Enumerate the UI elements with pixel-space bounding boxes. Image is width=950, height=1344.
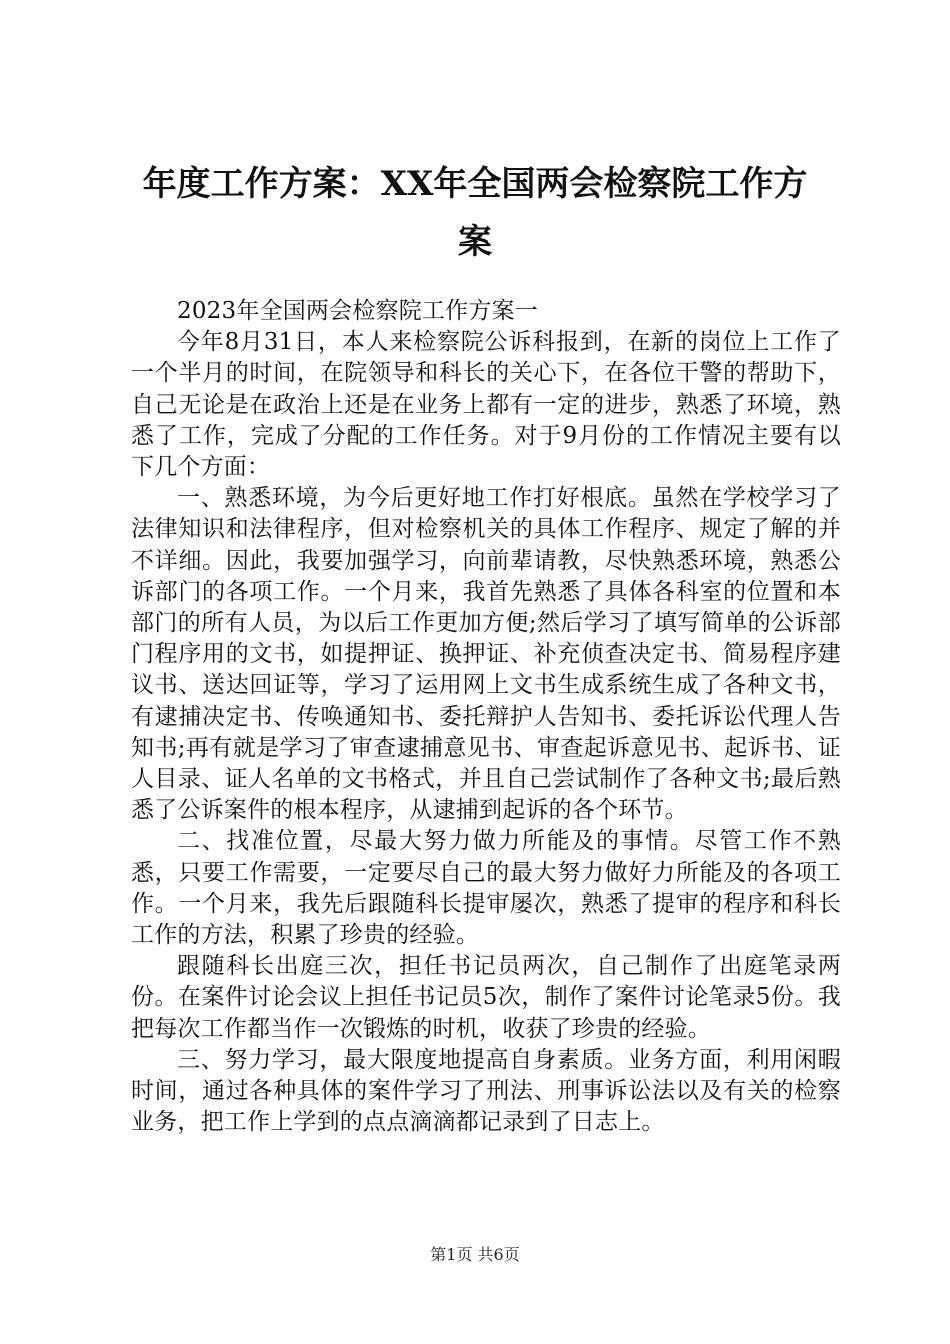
page-footer: 第1页 共6页	[430, 1245, 520, 1264]
document-body	[131, 296, 841, 1138]
paragraph-section-2-cont: 跟随科长出庭三次，担任书记员两次，自己制作了出庭笔录两份。在案件讨论会议上担任书记员5次，制作了案件讨论笔录5份。我把每次工作都当作一次锻炼的时机，收获了珍贵的经验。	[131, 953, 841, 1042]
paragraph-section-3: 三、努力学习，最大限度地提高自身素质。业务方面，利用闲暇时间，通过各种具体的案件学习了刑法、刑事诉讼法以及有关的检察业务，把工作上学到的点点滴滴都记录到了日志上。	[131, 1046, 841, 1136]
document-title-line-1: 年度工作方案：XX年全国两会检察院工作方	[142, 164, 808, 204]
paragraph-intro: 今年8月31日，本人来检察院公诉科报到，在新的岗位上工作了一个半月的时间，在院领导和科长的关心下，在各位干警的帮助下，自己无论是在政治上还是在业务上都有一定的进步，熟悉了环境，熟悉了工作，完成了分配的工作任务。对于9月份的工作情况主要有以下几个方面：	[131, 329, 841, 481]
paragraph-section-2: 二、找准位置，尽最大努力做力所能及的事情。尽管工作不熟悉，只要工作需要，一定要尽自己的最大努力做好力所能及的各项工作。一个月来，我先后跟随科长提审屡次，熟悉了提审的程序和科长工作的方法，积累了珍贵的经验。	[131, 828, 841, 949]
paragraph-subtitle: 2023年全国两会检察院工作方案一	[177, 298, 538, 324]
paragraph-section-1: 一、熟悉环境，为今后更好地工作打好根底。虽然在学校学习了法律知识和法律程序，但对检察机关的具体工作程序、规定了解的并不详细。因此，我要加强学习，向前辈请教，尽快熟悉环境，熟悉公诉部门的各项工作。一个月来，我首先熟悉了具体各科室的位置和本部门的所有人员，为以后工作更加方便;然后学习了填写简单的公诉部门程序用的文书，如提押证、换押证、补充侦查决定书、简易程序建议书、送达回证等，学习了运用网上文书生成系统生成了各种文书，有逮捕决定书、传唤通知书、委托辩护人告知书、委托诉讼代理人告知书;再有就是学习了审查逮捕意见书、审查起诉意见书、起诉书、证人目录、证人名单的文书格式，并且自己尝试制作了各种文书;最后熟悉了公诉案件的根本程序，从逮捕到起诉的各个环节。	[131, 485, 841, 824]
document-title-line-2: 案	[458, 222, 492, 262]
